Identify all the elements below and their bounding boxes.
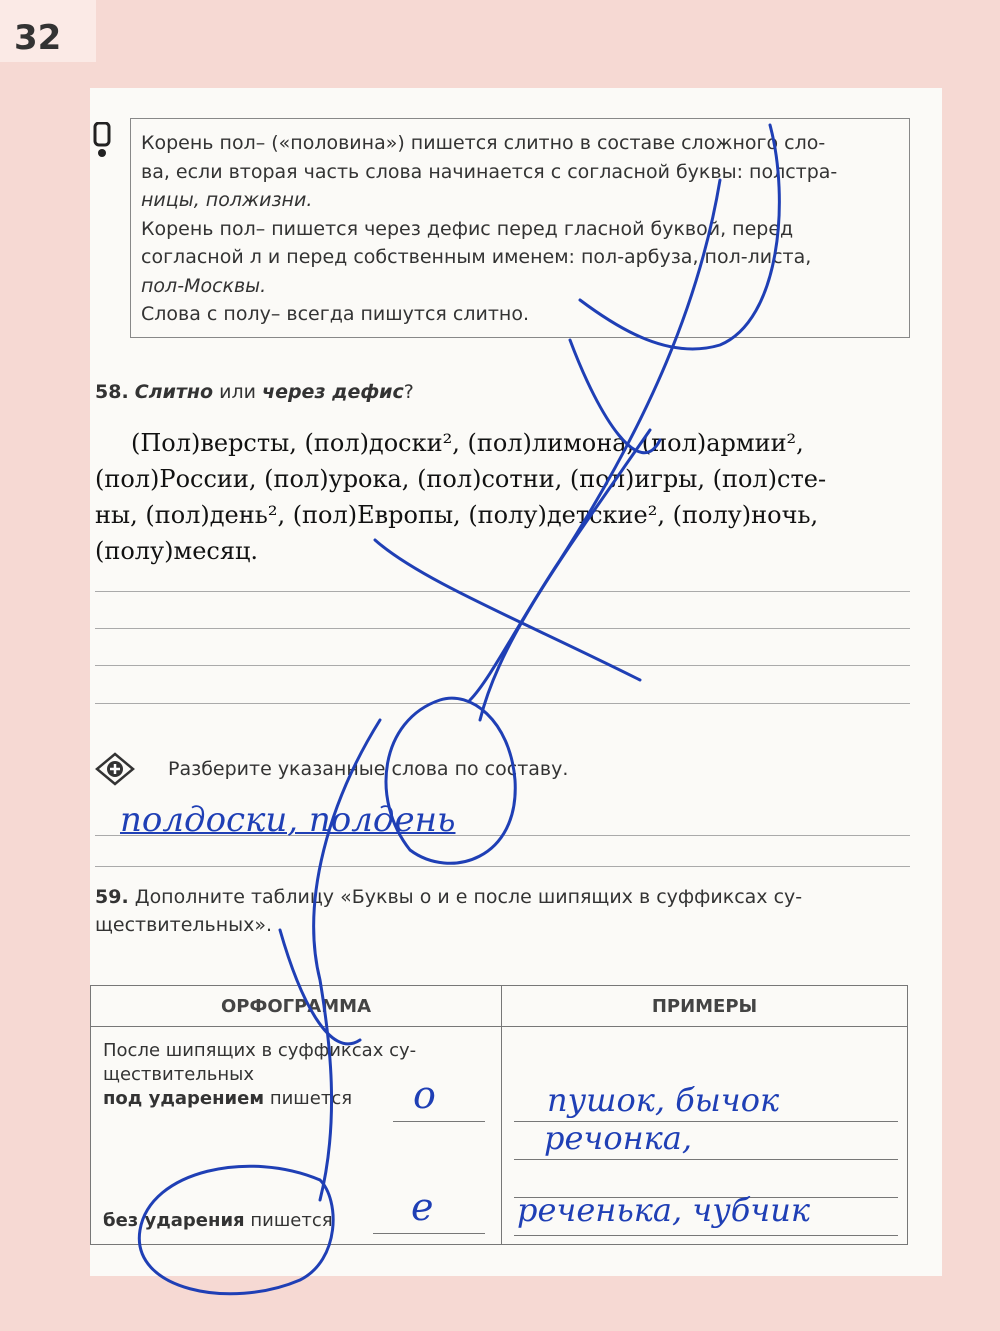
table-cell-rule — [91, 1027, 502, 1245]
orthogram-table — [90, 985, 908, 1245]
exercise-58-or: или — [219, 381, 256, 403]
examples-line[interactable] — [514, 1159, 898, 1160]
handwritten-parse-answer: полдоски, полдень — [120, 800, 456, 840]
handwritten-examples: пушок, бычок — [547, 1081, 780, 1119]
parse-task-text: Разберите указанные слова по составу. — [168, 758, 569, 780]
rule-line: ницы, полжизни. — [141, 189, 313, 211]
rule-line: пол-Москвы. — [141, 274, 267, 297]
writing-line[interactable] — [95, 628, 910, 629]
exercise-number: 59. — [95, 886, 129, 908]
table-rule-line: ществительных — [103, 1064, 255, 1085]
answer-line-unstressed[interactable] — [373, 1233, 485, 1234]
exercise-58-option-b: через дефис — [262, 381, 404, 403]
writing-line[interactable] — [95, 665, 910, 666]
writing-line[interactable] — [95, 866, 910, 867]
exercise-58-line: ны, (пол)день², (пол)Европы, (полу)детские², (полу)ночь, — [95, 501, 819, 529]
rule-line: Корень пол– пишется через дефис перед гласной буквой, перед — [141, 217, 794, 240]
morpheme-parse-icon — [95, 752, 135, 786]
stressed-rest: пишется — [269, 1088, 353, 1109]
exercise-58-title — [95, 381, 414, 403]
answer-line-stressed[interactable] — [393, 1121, 485, 1122]
rule-line: Слова с полу– всегда пишутся слитно. — [141, 303, 529, 325]
exercise-58-line: (Пол)версты, (пол)доски², (пол)лимона, (пол)армии², — [131, 429, 804, 457]
exercise-59-line: ществительных». — [95, 914, 273, 936]
exercise-59-title — [95, 883, 910, 939]
stressed-label: под ударением — [103, 1088, 265, 1109]
rule-line: согласной л и перед собственным именем: пол-арбуза, пол-листа, — [141, 246, 812, 268]
examples-line[interactable] — [514, 1235, 898, 1236]
table-rule-line: После шипящих в суффиксах су- — [103, 1040, 417, 1061]
exercise-58-text — [95, 425, 910, 569]
handwritten-examples: реченька, чубчик — [517, 1191, 810, 1229]
writing-line[interactable] — [95, 591, 910, 592]
rule-line: ва, если вторая часть слова начинается с согласной буквы: полстра- — [141, 160, 838, 183]
exercise-59-line: Дополните таблицу «Буквы о и е после шипящих в суффиксах су- — [134, 886, 803, 908]
unstressed-rest: пишется — [250, 1210, 333, 1231]
table-header-examples: ПРИМЕРЫ — [502, 986, 908, 1027]
exercise-58-question-mark: ? — [403, 381, 414, 403]
table-header-orthogram: ОРФОГРАММА — [91, 986, 502, 1027]
handwritten-answer-unstressed: е — [411, 1185, 434, 1229]
writing-line[interactable] — [95, 703, 910, 704]
exercise-58-option-a: Слитно — [134, 381, 214, 403]
exercise-58-line: (полу)месяц. — [95, 537, 259, 565]
page-number: 32 — [14, 18, 62, 58]
unstressed-label: без ударения — [103, 1210, 245, 1231]
rule-box — [130, 118, 910, 338]
exercise-number: 58. — [95, 381, 129, 403]
rule-line: Корень пол– («половина») пишется слитно в составе сложного сло- — [141, 132, 826, 154]
handwritten-examples: речонка, — [544, 1119, 693, 1157]
handwritten-answer-stressed: о — [413, 1073, 436, 1117]
exclamation-icon — [92, 122, 112, 158]
table-cell-examples — [502, 1027, 908, 1245]
exercise-58-line: (пол)России, (пол)урока, (пол)сотни, (пол)игры, (пол)сте- — [95, 465, 827, 493]
